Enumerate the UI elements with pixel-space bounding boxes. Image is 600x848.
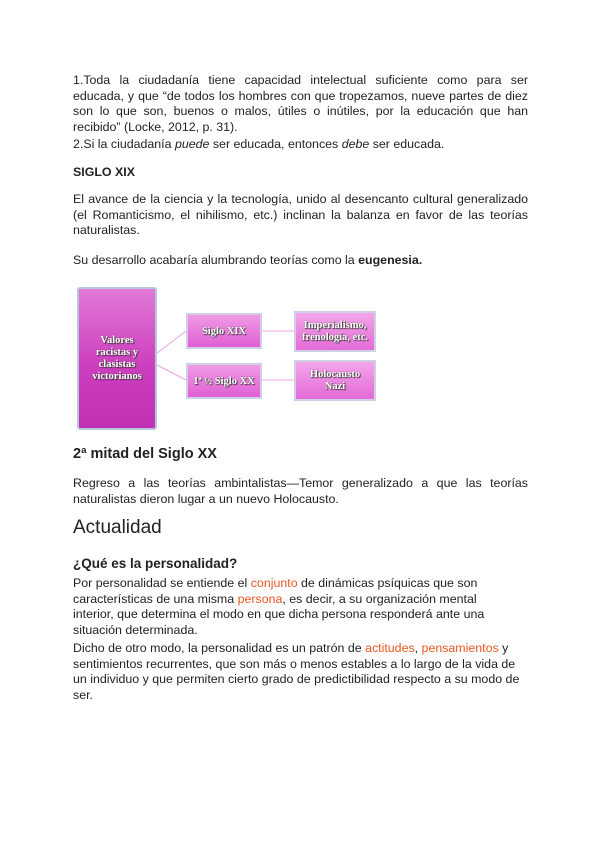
p2-text-b: , bbox=[414, 641, 422, 655]
desarrollo-text: Su desarrollo acabaría alumbrando teorías como la bbox=[73, 253, 359, 267]
eugenics-diagram bbox=[68, 283, 398, 431]
intro-point-2-text-b: ser educada, entonces bbox=[209, 137, 342, 151]
intro-point-1: 1.Toda la ciudadanía tiene capacidad intelectual suficiente como para ser educada, y que “de todos los hombres con que tropezamos, nueve partes de diez son lo que son, buenos o malos, útiles o inútiles, por la educación que han recibido” (Locke, 2012, p. 31). bbox=[73, 73, 528, 134]
diagram-box-siglo-xix: Siglo XIX bbox=[186, 313, 262, 349]
diagram-box-holocausto: Holocausto Nazi bbox=[294, 360, 376, 401]
eugenesia-term: eugenesia. bbox=[358, 253, 423, 267]
personalidad-paragraph-2 bbox=[73, 641, 528, 703]
intro-point-2-text-a: 2.Si la ciudadanía bbox=[73, 137, 175, 151]
intro-point-2-emphasis-debe: debe bbox=[341, 137, 370, 151]
siglo-xix-heading: SIGLO XIX bbox=[73, 165, 135, 179]
link-conjunto[interactable]: conjunto bbox=[250, 576, 298, 590]
link-actitudes[interactable]: actitudes bbox=[365, 641, 415, 655]
personalidad-question: ¿Qué es la personalidad? bbox=[73, 556, 238, 571]
actualidad-heading: Actualidad bbox=[73, 517, 162, 538]
mitad-siglo-xx-heading: 2ª mitad del Siglo XX bbox=[73, 446, 217, 462]
p2-text-c: y sentimientos recurrentes, que son más o menos estables a lo largo de la vida de un individuo y que permiten cierto grado de predictibilidad respecto a su modo de ser. bbox=[73, 641, 520, 702]
diagram-box-valores: Valores racistas y clasistas victorianos bbox=[77, 287, 157, 430]
link-persona[interactable]: persona bbox=[237, 591, 283, 606]
link-pensamientos[interactable]: pensamientos bbox=[421, 641, 499, 655]
connector-main-to-xx bbox=[157, 365, 186, 380]
diagram-box-siglo-xx: 1ª ½ Siglo XX bbox=[186, 363, 262, 399]
connector-main-to-xix bbox=[157, 331, 186, 353]
personalidad-paragraph-1 bbox=[73, 576, 513, 638]
siglo-xix-paragraph: El avance de la ciencia y la tecnología, unido al desencanto cultural generalizado (el Romanticismo, el nihilismo, etc.) inclinan la balanza en favor de las teorías naturalistas. bbox=[73, 192, 528, 237]
p1-text-b: de dinámicas psíquicas que son características de una misma bbox=[73, 576, 478, 606]
siglo-xix-desarrollo bbox=[73, 253, 528, 269]
p1-text-a: Por personalidad se entiende el bbox=[73, 576, 251, 590]
mitad-siglo-xx-paragraph: Regreso a las teorías ambintalistas—Temor generalizado a que las teorías naturalistas dieron lugar a un nuevo Holocausto. bbox=[73, 476, 528, 506]
intro-point-2-text-c: ser educada. bbox=[369, 137, 445, 151]
p1-text-c: , es decir, a su organización mental interior, que determina el modo en que dicha persona responderá ante una situación determinada. bbox=[73, 591, 485, 637]
intro-point-2-emphasis-puede: puede bbox=[174, 137, 210, 151]
p2-text-a: Dicho de otro modo, la personalidad es un patrón de bbox=[73, 641, 366, 655]
diagram-box-imperialismo: Imperialismo, frenología, etc. bbox=[294, 311, 376, 352]
intro-point-2 bbox=[73, 137, 528, 153]
